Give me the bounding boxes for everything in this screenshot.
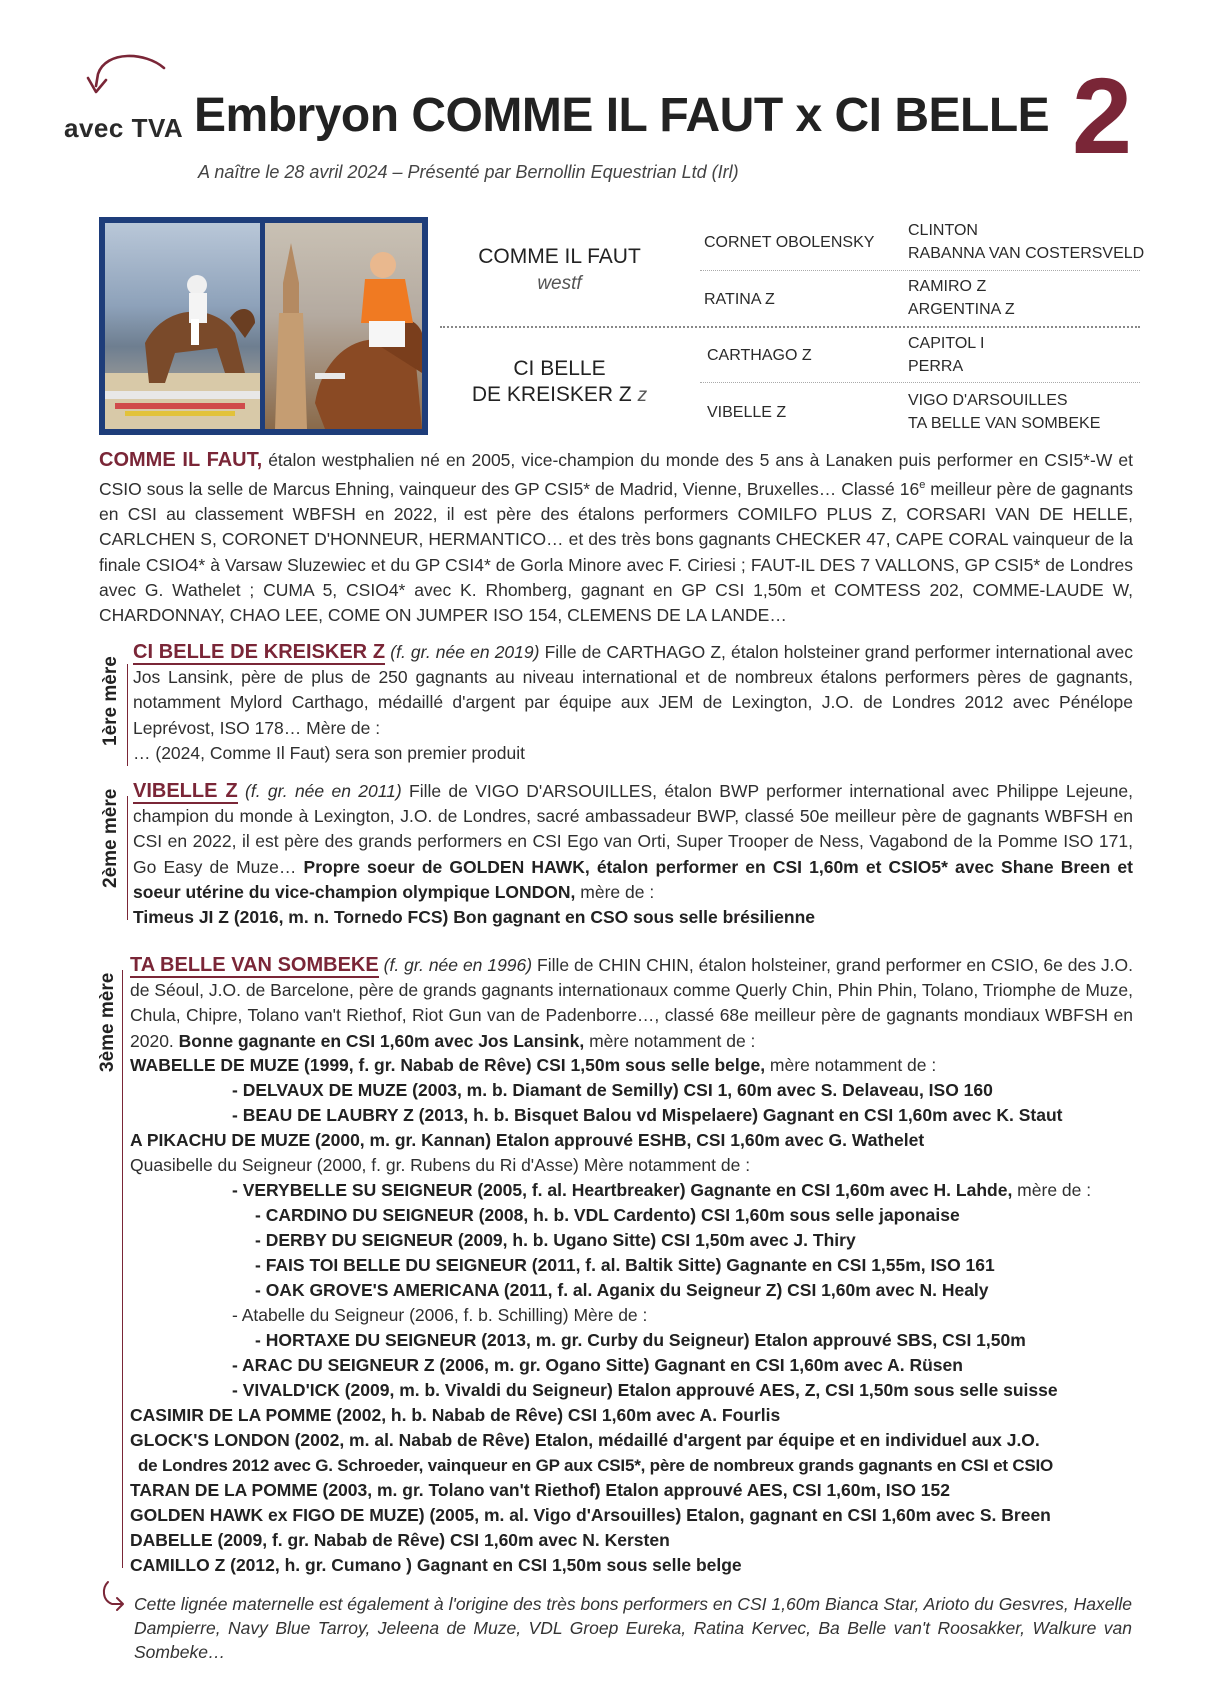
dam-name-line1: CI BELLE <box>513 357 606 380</box>
turn-arrow-icon <box>98 1580 126 1614</box>
produce-line <box>255 1253 995 1278</box>
produce-bold: - CARDINO DU SEIGNEUR (2008, h. b. VDL Cardento) CSI 1,60m sous selle japonaise <box>255 1205 960 1225</box>
page-title: Embryon COMME IL FAUT x CI BELLE <box>194 89 1050 142</box>
second-dam-description <box>133 779 1133 930</box>
produce-bold: - FAIS TOI BELLE DU SEIGNEUR (2011, f. al. Baltik Sitte) Gagnante en CSI 1,55m, ISO 161 <box>255 1255 995 1275</box>
produce-line <box>138 1453 1053 1478</box>
dam-name-line2: DE KREISKER Z <box>471 383 632 406</box>
produce-line <box>232 1303 647 1328</box>
pedigree-sdd: ARGENTINA Z <box>908 301 1015 318</box>
pedigree-dss: CAPITOL I <box>908 335 985 352</box>
produce-bold: de Londres 2012 avec G. Schroeder, vainqueur en GP aux CSI5*, père de nombreux grands gagnants en CSI et CSIO <box>138 1456 1054 1475</box>
third-dam-label: 3ème mère <box>97 972 118 1072</box>
produce-line <box>130 1153 750 1178</box>
pedigree-sire-sire: CORNET OBOLENSKY <box>704 234 875 251</box>
superscript: e <box>919 479 926 492</box>
produce-line <box>232 1078 993 1103</box>
pedigree-dam-dam: VIBELLE Z <box>707 404 787 421</box>
produce-line <box>130 1553 742 1578</box>
second-dam-produce: Timeus JI Z (2016, m. n. Tornedo FCS) Bon gagnant en CSO sous selle brésilienne <box>133 907 815 928</box>
first-dam-description <box>133 640 1133 766</box>
first-dam-info: (f. gr. née en 2019) <box>390 642 540 662</box>
pedigree-sire <box>462 244 657 297</box>
produce-bold: DABELLE (2009, f. gr. Nabab de Rêve) CSI 1,60m avec N. Kersten <box>130 1530 670 1550</box>
first-dam-produce: … (2024, Comme Il Faut) sera son premier produit <box>133 742 525 763</box>
produce-line <box>130 1128 924 1153</box>
produce-line <box>232 1178 1091 1203</box>
pedigree-dsd: PERRA <box>908 358 964 375</box>
produce-line <box>232 1353 963 1378</box>
sire-breed: westf <box>537 273 582 294</box>
second-dam-info: (f. gr. née en 2011) <box>245 781 402 801</box>
photo-panel-right <box>265 223 422 429</box>
second-dam-text: Fille de VIGO D'ARSOUILLES, étalon BWP performer international avec Philippe Lejeune, champion du monde à Lexington, J.O. de Londres, sacré ambassadeur BWP, classé 50e meilleur père de gagnants WBFSH en CSI en 2022, il est père des grands performers en CSI Ego van Orti, Super Trooper de Ness, Vagabond de la Pomme ISO 171, Go Easy de Muze… <box>133 781 1133 877</box>
produce-bold: GLOCK'S LONDON (2002, m. al. Nabab de Rêve) Etalon, médaillé d'argent par équipe et en individuel aux J.O. <box>130 1430 1040 1450</box>
produce-line <box>130 1053 936 1078</box>
produce-bold: - OAK GROVE'S AMERICANA (2011, f. al. Aganix du Seigneur Z) CSI 1,60m avec N. Healy <box>255 1280 989 1300</box>
second-dam-label: 2ème mère <box>100 788 121 888</box>
third-dam-info: (f. gr. née en 1996) <box>383 955 533 975</box>
pedigree-sds: RAMIRO Z <box>908 278 987 295</box>
vat-label: avec TVA <box>64 113 184 143</box>
third-dam-description <box>130 953 1133 1054</box>
produce-bold: - VIVALD'ICK (2009, m. b. Vivaldi du Seigneur) Etalon approuvé AES, Z, CSI 1,50m sous selle suisse <box>232 1380 1058 1400</box>
third-dam-bold: Bonne gagnante en CSI 1,60m avec Jos Lansink, <box>178 1030 585 1051</box>
second-dam-rule <box>127 796 128 920</box>
pedigree-divider <box>440 326 1140 328</box>
first-dam-text: Fille de CARTHAGO Z, étalon holsteiner grand performer international avec Jos Lansink, père de plus de 250 gagnants au niveau international et de nombreux étalons performers pères de gagnants, notamment Mylord Carthago, médaillé d'argent par équipe aux JEM de Lexington, J.O. de Londres 2012 avec Pénélope Leprévost, ISO 178… Mère de : <box>133 642 1134 738</box>
pedigree-dam <box>462 356 657 409</box>
produce-plain: - Atabelle du Seigneur (2006, f. b. Schilling) Mère de : <box>232 1305 648 1325</box>
first-dam-rule <box>127 664 128 766</box>
pedigree-sss: CLINTON <box>908 222 978 239</box>
lot-number: 2 <box>1072 55 1133 176</box>
pedigree-ddd: TA BELLE VAN SOMBEKE <box>908 415 1101 432</box>
produce-line <box>232 1103 1062 1128</box>
produce-bold: GOLDEN HAWK ex FIGO DE MUZE) (2005, m. al. Vigo d'Arsouilles) Etalon, gagnant en CSI 1,60m avec S. Breen <box>130 1505 1051 1525</box>
produce-line <box>255 1328 1026 1353</box>
produce-line <box>232 1378 1058 1403</box>
pedigree-sire-dam: RATINA Z <box>704 291 775 308</box>
produce-bold: - DERBY DU SEIGNEUR (2009, h. b. Ugano Sitte) CSI 1,50m avec J. Thiry <box>255 1230 856 1250</box>
pedigree-divider <box>700 270 1140 271</box>
produce-plain: Quasibelle du Seigneur (2000, f. gr. Rubens du Ri d'Asse) Mère notamment de : <box>130 1155 751 1175</box>
dam-breed: z <box>637 385 648 406</box>
produce-line <box>130 1503 1051 1528</box>
third-dam-text: Fille de CHIN CHIN, étalon holsteiner, grand performer en CSIO, 6e des J.O. de Séoul, J.O. de Barcelone, père de grands gagnants internationaux comme Querly Chin, Phin Phin, Tolano, Triomphe de Muze, Chula, Chipre, Tolano van't Riethof, Riot Gun van de Padenborre…, classé 68e meilleur père de gagnants mondiaux WBFSH en 2020. <box>130 955 1133 1051</box>
second-dam-name: VIBELLE Z <box>133 780 238 802</box>
third-dam-after: mère notamment de : <box>584 1030 756 1051</box>
first-dam-label: 1ère mère <box>100 656 121 746</box>
produce-bold: - BEAU DE LAUBRY Z (2013, h. b. Bisquet Balou vd Mispelaere) Gagnant en CSI 1,60m avec K. Staut <box>232 1105 1063 1125</box>
first-dam-name: CI BELLE DE KREISKER Z <box>133 641 386 663</box>
sire-name: COMME IL FAUT <box>478 245 641 268</box>
produce-bold: CAMILLO Z (2012, h. gr. Cumano ) Gagnant en CSI 1,50m sous selle belge <box>130 1555 742 1575</box>
produce-line <box>255 1228 856 1253</box>
second-dam-after: mère de : <box>575 881 655 902</box>
sire-text-cont: meilleur père de gagnants en CSI au classement WBFSH en 2022, il est père des étalons performers COMILFO PLUS Z, CORSARI VAN DE HELLE, CARLCHEN S, CORONET D'HONNEUR, HERMANTICO… et des très bons gagnants CHECKER 47, CAPE CORAL vainqueur de la finale CSIO4* à Varsaw Sluzewiec et du GP CSI4* de Gorla Minore avec F. Ciriesi ; FAUT-IL DES 7 VALLONS, GP CSI5* de Londres avec G. Wathelet ; CUMA 5, CSIO4* avec K. Rhomberg, gagnant en GP CSI 1,50m et COMTESS 202, COMME-LAUDE W, CHARDONNAY, CHAO LEE, COME ON JUMPER ISO 154, CLEMENS DE LA LANDE… <box>99 479 1133 626</box>
produce-line <box>255 1203 960 1228</box>
horse-photo <box>99 217 428 435</box>
sire-description <box>99 448 1133 628</box>
photo-panel-left <box>105 223 260 429</box>
produce-line <box>130 1403 780 1428</box>
produce-bold: A PIKACHU DE MUZE (2000, m. gr. Kannan) Etalon approuvé ESHB, CSI 1,60m avec G. Wathelet <box>130 1130 925 1150</box>
produce-plain: mère de : <box>1012 1180 1092 1200</box>
third-dam-rule <box>122 970 123 1568</box>
subtitle: A naître le 28 avril 2024 – Présenté par Bernollin Equestrian Ltd (Irl) <box>198 162 739 182</box>
produce-bold: CASIMIR DE LA POMME (2002, h. b. Nabab de Rêve) CSI 1,60m avec A. Fourlis <box>130 1405 781 1425</box>
second-dam-bold: Propre soeur de GOLDEN HAWK, étalon performer en CSI 1,60m et CSIO5* avec Shane Breen et soeur utérine du vice-champion olympique LONDON, <box>133 856 1133 902</box>
produce-bold: WABELLE DE MUZE (1999, f. gr. Nabab de Rêve) CSI 1,50m sous selle belge, <box>130 1055 766 1075</box>
footnote: Cette lignée maternelle est également à l'origine des très bons performers en CSI 1,60m Bianca Star, Arioto du Gesvres, Haxelle Dampierre, Navy Blue Tarroy, Jeleena de Muze, VDL Groep Eureka, Ratina Kervec, Ba Belle van't Roosakker, Walkure van Sombeke… <box>134 1594 1132 1662</box>
produce-plain: mère notamment de : <box>765 1055 937 1075</box>
produce-line <box>130 1528 670 1553</box>
pedigree-dam-sire: CARTHAGO Z <box>707 347 812 364</box>
curved-arrow-icon <box>86 52 170 104</box>
sire-heading: COMME IL FAUT, <box>99 449 263 471</box>
produce-line <box>130 1478 950 1503</box>
produce-line <box>255 1278 989 1303</box>
pedigree-divider <box>700 382 1140 383</box>
produce-bold: TARAN DE LA POMME (2003, m. gr. Tolano van't Riethof) Etalon approuvé AES, CSI 1,60m, ISO 152 <box>130 1480 951 1500</box>
produce-bold: - DELVAUX DE MUZE (2003, m. b. Diamant de Semilly) CSI 1, 60m avec S. Delaveau, ISO 160 <box>232 1080 993 1100</box>
produce-bold: - VERYBELLE SU SEIGNEUR (2005, f. al. Heartbreaker) Gagnante en CSI 1,60m avec H. Lahde, <box>232 1180 1013 1200</box>
produce-bold: - ARAC DU SEIGNEUR Z (2006, m. gr. Ogano Sitte) Gagnant en CSI 1,60m avec A. Rüsen <box>232 1355 963 1375</box>
third-dam-name: TA BELLE VAN SOMBEKE <box>130 954 379 976</box>
pedigree-dds: VIGO D'ARSOUILLES <box>908 392 1068 409</box>
produce-line <box>130 1428 1040 1453</box>
sire-text: étalon westphalien né en 2005, vice-champion du monde des 5 ans à Lanaken puis performer en CSI5*-W et CSIO sous la selle de Marcus Ehning, vainqueur des GP CSI5* de Madrid, Vienne, Bruxelles… Classé 16 <box>99 450 1133 500</box>
pedigree-ssd: RABANNA VAN COSTERSVELD <box>908 245 1145 262</box>
produce-bold: - HORTAXE DU SEIGNEUR (2013, m. gr. Curby du Seigneur) Etalon approuvé SBS, CSI 1,50m <box>255 1330 1026 1350</box>
